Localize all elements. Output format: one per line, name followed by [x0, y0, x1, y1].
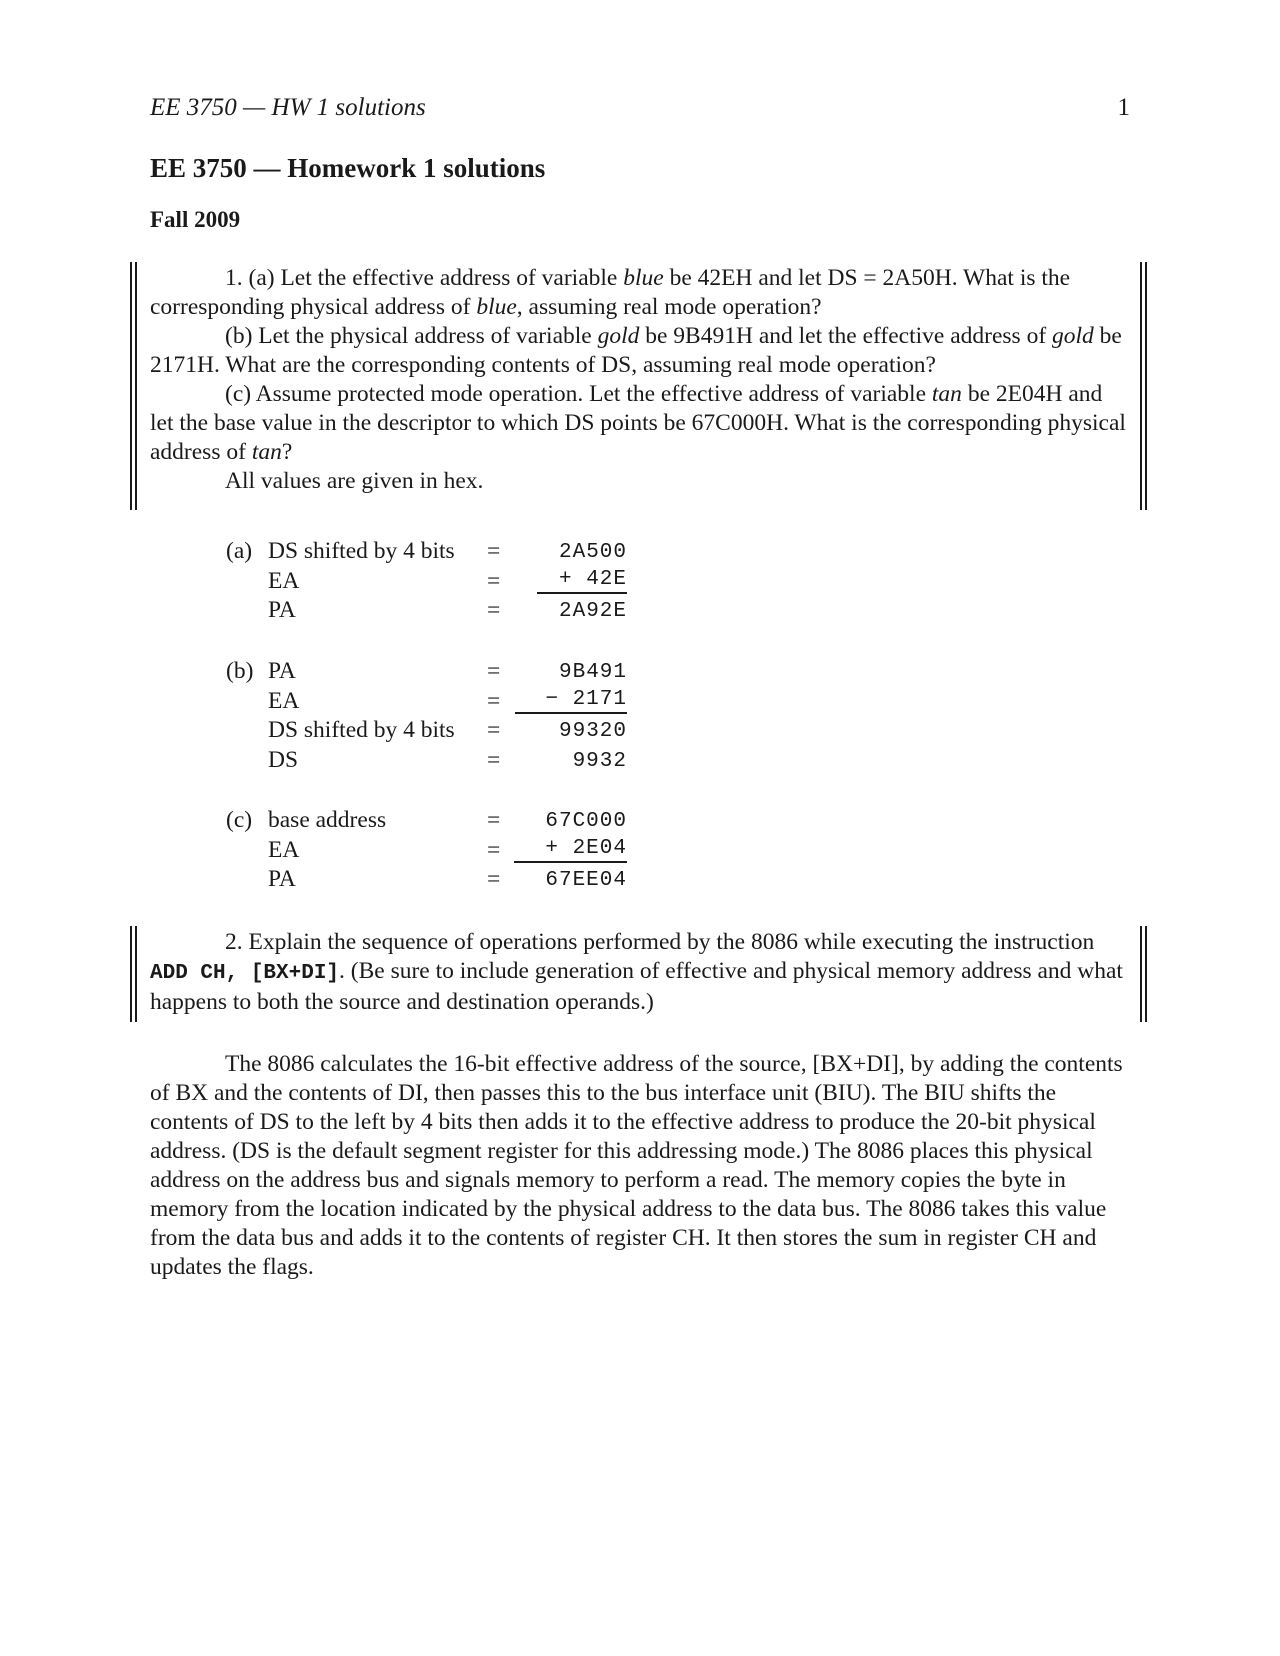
question-1a: 1. (a) Let the effective address of variable blue be 42EH and let DS = 2A50H. What is the corresponding physical address of blue, assuming real mode operation?	[150, 265, 1071, 320]
question-1-note: All values are given in hex.	[225, 468, 484, 494]
page-number: 1	[1117, 94, 1130, 121]
instruction-code: ADD CH, [BX+DI]	[150, 962, 340, 985]
change-bar-left-outer	[130, 262, 132, 510]
change-bar-right-outer	[1140, 262, 1142, 510]
change-bar-left-inner	[135, 926, 137, 1022]
running-header	[150, 92, 1130, 124]
change-bar-left-outer	[130, 926, 132, 1022]
question-1	[150, 264, 1126, 496]
change-bar-left-inner	[135, 262, 137, 510]
change-bar-right-outer	[1140, 926, 1142, 1022]
question-1b: (b) Let the physical address of variable gold be 9B491H and let the effective address of gold be 2171H. What are the corresponding contents of DS, assuming real mode operation?	[150, 323, 1122, 378]
running-title: EE 3750 — HW 1 solutions	[150, 94, 426, 121]
page-subtitle: Fall 2009	[150, 207, 241, 232]
question-1c: (c) Assume protected mode operation. Let the effective address of variable tan be 2E04H and let the base value in the descriptor to which DS points be 67C000H. What is the corresponding physical address of tan?	[150, 381, 1126, 465]
change-bar-right-inner	[1145, 926, 1147, 1022]
answer-2: The 8086 calculates the 16-bit effective address of the source, [BX+DI], by adding the contents of BX and the contents of DI, then passes this to the bus interface unit (BIU). The BIU shifts the contents of DS to the left by 4 bits then adds it to the effective address to produce the 20-bit physical address. (DS is the default segment register for this addressing mode.) The 8086 places this physical address on the address bus and signals memory to perform a read. The memory copies the byte in memory from the location indicated by the physical address to the data bus. The 8086 takes this value from the data bus and adds it to the contents of register CH. It then stores the sum in register CH and updates the flags.	[150, 1051, 1123, 1280]
question-2: 2. Explain the sequence of operations performed by the 8086 while executing the instruction ADD CH, [BX+DI]. (Be sure to include generation of effective and physical memory address and what happens to both the source and destination operands.)	[150, 929, 1123, 1015]
page-title: EE 3750 — Homework 1 solutions	[150, 153, 546, 183]
change-bar-right-inner	[1145, 262, 1147, 510]
